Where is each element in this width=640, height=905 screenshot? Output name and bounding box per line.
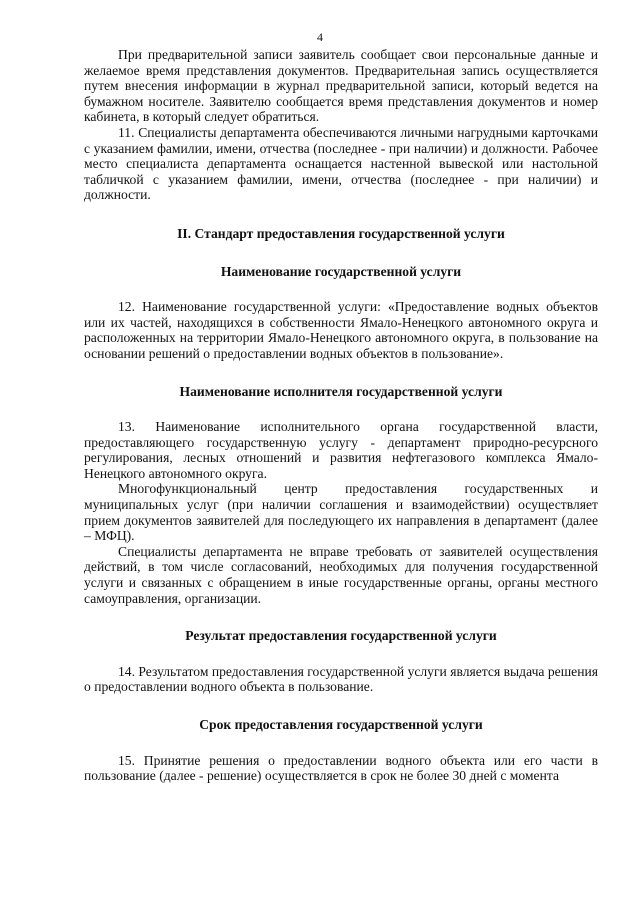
- paragraph: 14. Результатом предоставления государственной услуги является выдача решения о предоставлении водного объекта в пользование.: [84, 663, 598, 695]
- subsection-title: Срок предоставления государственной услуги: [199, 717, 483, 732]
- page-number: 4: [317, 30, 323, 44]
- document-body: [84, 47, 598, 784]
- paragraph: Многофункциональный центр предоставления государственных и муниципальных услуг (при наличии соглашения и взаимодействии) осуществляет прием документов заявителей для последующего их направления в департамент (далее – МФЦ).: [84, 481, 598, 544]
- paragraph: Специалисты департамента не вправе требовать от заявителей осуществления действий, в том числе согласований, необходимых для получения государственной услуги и связанных с обращением в иные государственные органы, органы местного самоуправления, организации.: [84, 543, 598, 606]
- paragraph: 12. Наименование государственной услуги: «Предоставление водных объектов или их частей, находящихся в собственности Ямало-Ненецкого автономного округа и расположенных на территории Ямало-Ненецкого автономного округа, в пользование на основании решений о предоставлении водных объектов в пользование».: [84, 299, 598, 361]
- paragraph: 11. Специалисты департамента обеспечиваются личными нагрудными карточками с указанием фамилии, имени, отчества (последнее - при наличии) и должности. Рабочее место специалиста департамента оснащается настенной вывеской или настольной табличкой с указанием фамилии, имени, отчества (последнее - при наличии) и должности.: [84, 124, 598, 203]
- subsection-title: Наименование исполнителя государственной услуги: [179, 383, 503, 399]
- subsection-title: Наименование государственной услуги: [220, 263, 462, 279]
- section-title: II. Стандарт предоставления государственной услуги: [177, 225, 505, 241]
- subsection-title: Результат предоставления государственной услуги: [185, 628, 497, 644]
- paragraph: При предварительной записи заявитель сообщает свои персональные данные и желаемое время представления документов. Предварительная запись осуществляется путем внесения информации в журнал предварительной записи, который ведется на бумажном носителе. Заявителю сообщается время представления документов и номер кабинета, в который следует обратиться.: [84, 47, 598, 125]
- paragraph: 15. Принятие решения о предоставлении водного объекта или его части в пользование (далее - решение) осуществляется в срок не более 30 дней с момента: [84, 752, 598, 784]
- paragraph: 13. Наименование исполнительного органа государственной власти, предоставляющего государственную услугу - департамент природно-ресурсного регулирования, лесных отношений и развития нефтегазового комплекса Ямало-Ненецкого автономного округа.: [84, 419, 598, 481]
